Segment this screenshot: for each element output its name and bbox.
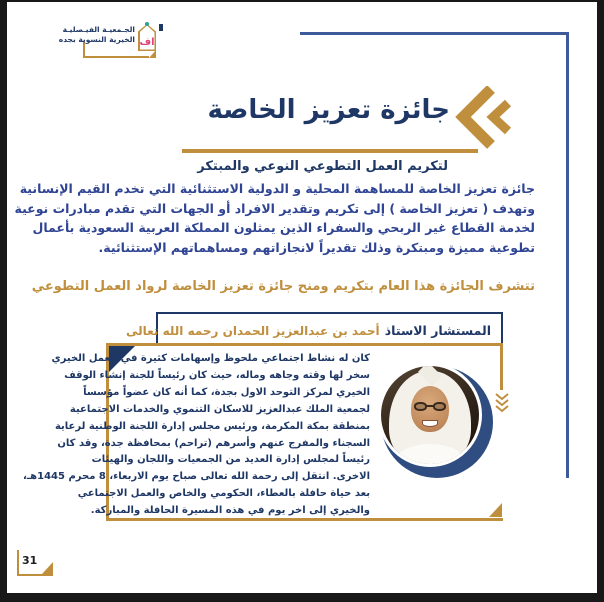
org-logo [58,22,163,62]
bio-right-border-segment [500,343,503,390]
document-page [7,2,597,593]
title-underline [182,149,478,153]
intro-line: وتهدف ( تعزيز الخاصة ) إلى تكريم وتقدير الافراد أو الجهات التي تقدم مبادرات نوعية [14,200,535,216]
logo-bracket-horizontal [83,56,149,58]
org-name-line1: الجـمعيـة الفيـصليـة [62,25,135,34]
honor-statement: تتشرف الجائزة هذا العام بتكريم ومنح جائزة تعزيز الخاصة لرواد العمل التطوعي [31,279,535,294]
intro-line: تطوعية مميزة ومبتكرة وذلك تقديراً لانجازاتهم ومساهماتهم الإستثنائية. [98,239,535,255]
honoree-name-box [125,312,503,343]
intro-line: لخدمة القطاع غير الربحي والسفراء الذين يمثلون المملكة العربية السعودية بأعمال [32,220,535,235]
smile [422,420,438,427]
bio-line: السجناء والمفرج عنهم وأسرهم (تراحم) بمحافظة جدة، وقد كان [57,437,370,449]
glasses [414,402,446,412]
emblem-dome-dot [145,22,149,26]
logo-bracket-triangle [149,50,156,58]
emblem-letters: اف [139,37,155,48]
page-subtitle: لتكريم العمل التطوعي النوعي والمبتكر [197,159,448,174]
biography-text [23,351,370,520]
thobe [398,444,462,467]
bio-corner-gold-triangle [489,503,502,517]
bio-line: الاخرى. انتقل إلى رحمة الله تعالى صباح يوم الاربعاء، 8 محرم 1445هـ، [22,471,370,483]
honoree-name: أحمد بن عبدالعزيز الحمدان رحمه الله تعالى [125,324,380,338]
logo-corner-square [159,24,163,31]
double-chevron-left-icon [453,86,511,152]
bio-line: لجمعية الملك عبدالعزيز للاسكان التنموي والخدمات الاجتماعية [69,403,370,415]
bio-line: سخر لها وقته وجاهه وماله، حيث كان رئيساً للجنة إنشاء الوقف [64,369,370,381]
org-name-line2: الخيرية النسوية بجده [58,35,135,44]
intro-line: جائزة تعزيز الخاصة للمساهمة المحلية و الدولية الاستثنائية التي تخدم القيم الإنسانية [19,181,535,196]
pagenum-bracket-triangle [42,562,53,574]
pagenum-bracket-vertical [17,550,19,576]
bio-line: والخيري إلى اخر يوم في هذه المسيرة الحافلة والمباركة. [90,505,370,517]
page-title: جائزة تعزيز الخاصة [207,95,450,125]
frame-right-line [566,32,569,478]
bio-line: بمنطقة بمكة المكرمة، ورئيس مجلس إدارة اللجنة الوطنية لرعاية [54,420,370,432]
org-name [59,25,135,45]
bio-line: رئيساً لمجلس إدارة العديد من الجمعيات واللجان والهيئات [91,454,370,466]
bio-line: الخيري لمركز التوحد الاول بجدة، كما أنه كان عضواً مؤسساً [83,386,370,398]
org-emblem-house-icon [138,24,156,51]
honoree-title: المستشار الاستاذ [384,323,491,338]
pagenum-bracket-horizontal [17,574,53,576]
honoree-portrait-photo [378,363,482,467]
bio-line: كان له نشاط اجتماعي ملحوظ وإسهامات كثيرة في العمل الخيري [51,353,370,364]
frame-top-line [300,32,568,35]
intro-paragraph [15,179,536,257]
page-number: 31 [22,554,38,567]
bio-line: بعد حياة حافلة بالعطاء، الحكومي والخاص والعمل الاجتماعي [77,488,370,500]
triple-chevron-down-icon [494,392,510,414]
